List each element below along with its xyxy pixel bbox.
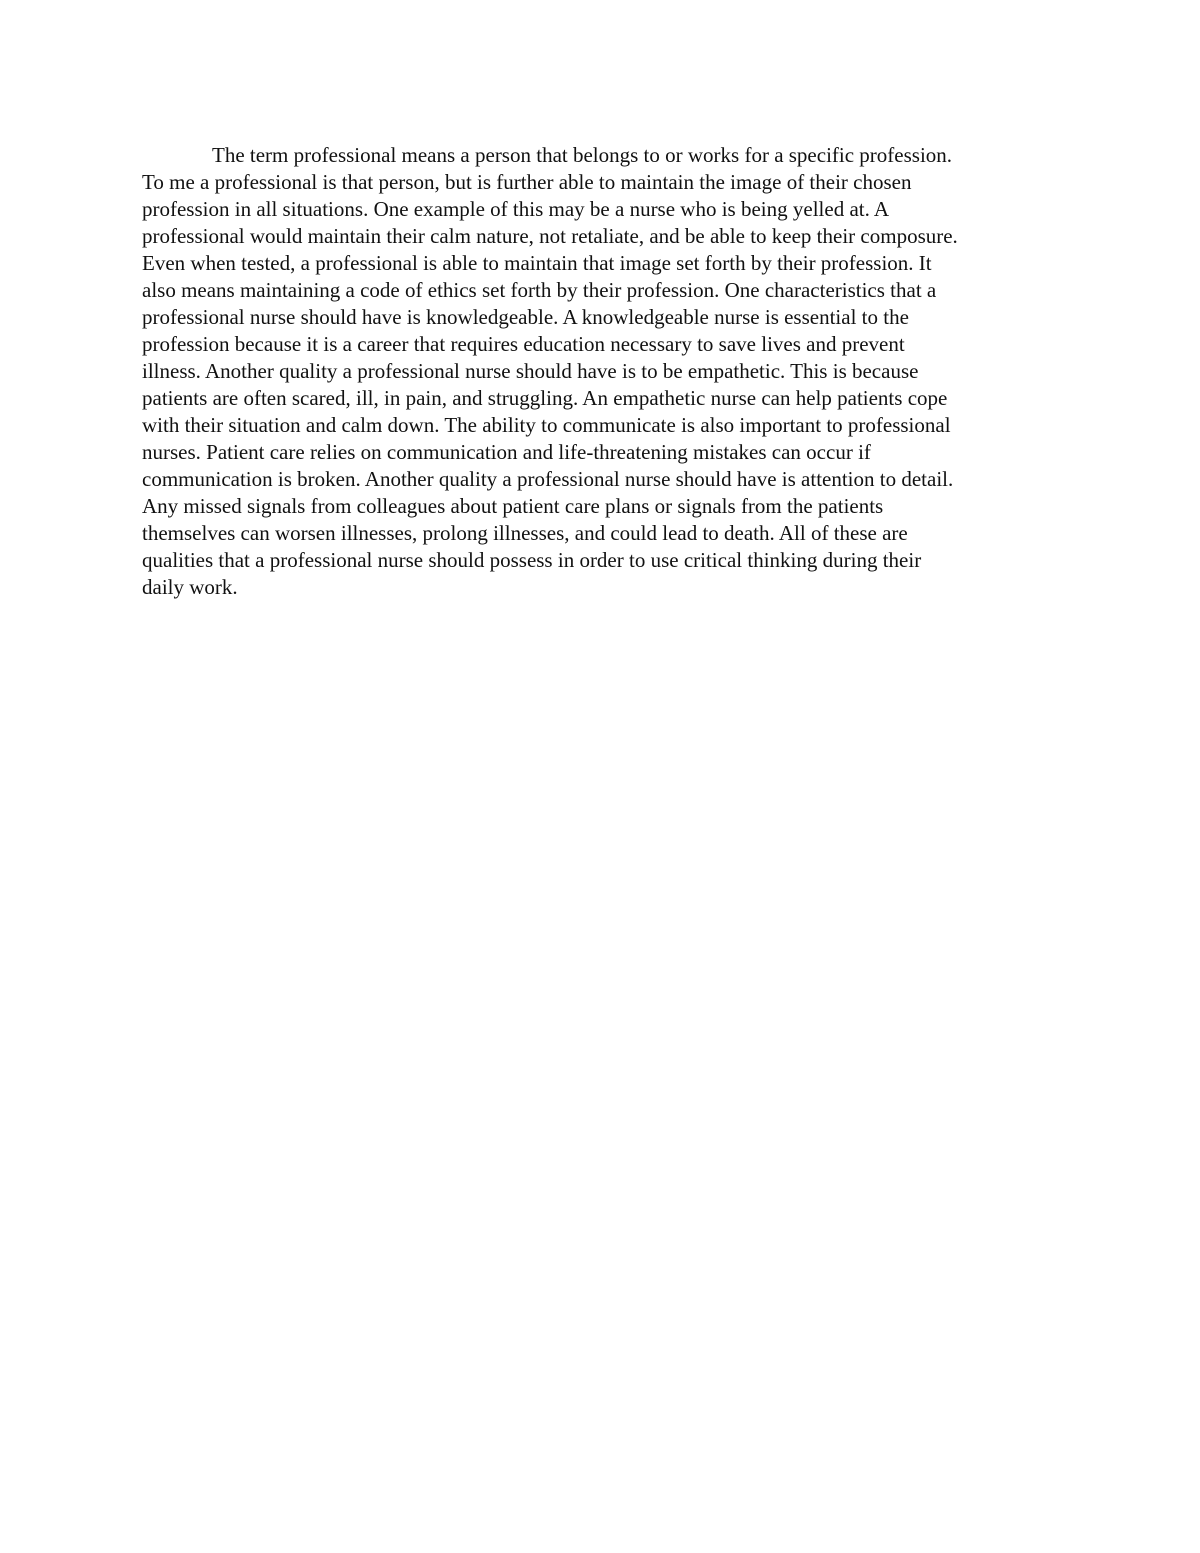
paragraph-line: qualities that a professional nurse should possess in order to use critical thinking during their bbox=[142, 548, 922, 572]
paragraph-line: with their situation and calm down. The ability to communicate is also important to professional bbox=[142, 413, 951, 437]
paragraph-line: To me a professional is that person, but is further able to maintain the image of their chosen bbox=[142, 170, 912, 194]
paragraph-line: themselves can worsen illnesses, prolong illnesses, and could lead to death. All of these are bbox=[142, 521, 908, 545]
paragraph-line: nurses. Patient care relies on communication and life-threatening mistakes can occur if bbox=[142, 440, 871, 464]
paragraph-line: professional nurse should have is knowledgeable. A knowledgeable nurse is essential to the bbox=[142, 305, 909, 329]
paragraph-line: professional would maintain their calm nature, not retaliate, and be able to keep their composure. bbox=[142, 224, 958, 248]
paragraph-line: Even when tested, a professional is able to maintain that image set forth by their profession. It bbox=[142, 251, 932, 275]
paragraph-line: profession because it is a career that requires education necessary to save lives and prevent bbox=[142, 332, 905, 356]
paragraph-line: patients are often scared, ill, in pain, and struggling. An empathetic nurse can help patients cope bbox=[142, 386, 948, 410]
paragraph-line: Any missed signals from colleagues about patient care plans or signals from the patients bbox=[142, 494, 884, 518]
paragraph-line: daily work. bbox=[142, 575, 238, 599]
paragraph-line: illness. Another quality a professional nurse should have is to be empathetic. This is because bbox=[142, 359, 919, 383]
paragraph-line: also means maintaining a code of ethics set forth by their profession. One characteristics that a bbox=[142, 278, 937, 302]
paragraph-line: communication is broken. Another quality a professional nurse should have is attention to detail. bbox=[142, 467, 954, 491]
essay-paragraph bbox=[142, 142, 1062, 601]
paragraph-line: profession in all situations. One example of this may be a nurse who is being yelled at. A bbox=[142, 197, 890, 221]
paragraph-line: The term professional means a person that belongs to or works for a specific profession. bbox=[212, 143, 953, 167]
